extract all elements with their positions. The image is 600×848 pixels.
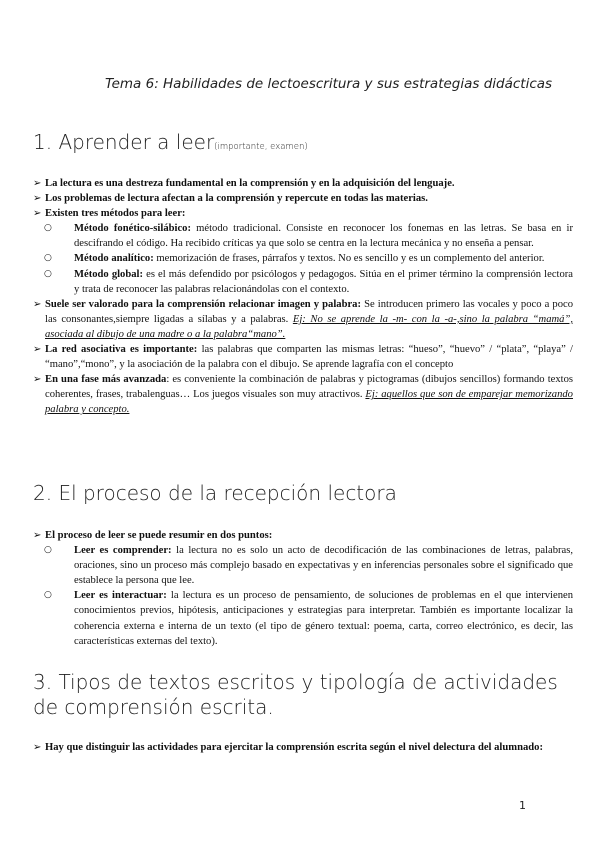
section-1-title: 1. Aprender a leer(importante, examen) [33, 130, 308, 154]
sub-bullet: ○ Leer es interactuar: la lectura es un proceso de pensamiento, de soluciones de problemas en el que intervienen conocimientos previos, hipótesis, anticipaciones y estrategias para interpretar. También es importante localizar la coherencia externa e interna de un texto (el tipo de género textual: poema, carta, correo electrónico, es decir, las características externas del texto). [33, 588, 573, 648]
section-1-body [33, 176, 573, 418]
bullet: ➢ Los problemas de lectura afectan a la comprensión y repercute en todas las materias. [33, 191, 573, 206]
sub-bullet: ○ Método global: es el más defendido por psicólogos y pedagogos. Sitúa en el primer término la comprensión lectora y trata de reconocer las palabras relacionándolas con el contexto. [33, 267, 573, 297]
section-1-note: (importante, examen) [214, 142, 308, 152]
page-header: Tema 6: Habilidades de lectoescritura y sus estrategias didácticas [105, 76, 553, 92]
section-2-body [33, 528, 573, 649]
bullet: ➢ Hay que distinguir las actividades para ejercitar la comprensión escrita según el nivel delectura del alumnado: [33, 740, 573, 755]
section-2-title: 2. El proceso de la recepción lectora [33, 481, 397, 505]
bullet: ➢ La red asociativa es importante: las palabras que comparten las mismas letras: “hueso”, “huevo” / “plata”, “playa” / “mano”,“mono”, y la asociación de la palabra con el dibujo. Se aprende lagrafía con el concepto [33, 342, 573, 372]
example-text: Ej: aquellos que son de emparejar memorizando palabra y concepto. [45, 389, 573, 416]
bullet: ➢ Existen tres métodos para leer: [33, 206, 573, 221]
example-text: Ej: No se aprende la -m- con la -a-,sino la palabra “mamá”, asociada al dibujo de una madre o a la palabra“mano”. [45, 313, 573, 340]
sub-bullet: ○ Método fonético-silábico: método tradicional. Consiste en reconocer los fonemas en las letras. Se basa en ir descifrando el código. Ha recibido críticas ya que solo se centra en la lectura mecánica y no enseña a pensar. [33, 221, 573, 251]
section-3-body [33, 740, 573, 755]
bullet: ➢ El proceso de leer se puede resumir en dos puntos: [33, 528, 573, 543]
sub-bullet: ○ Método analítico: memorización de frases, párrafos y textos. No es sencillo y es un complemento del anterior. [33, 251, 573, 266]
page-number: 1 [519, 799, 526, 812]
bullet: ➢ Suele ser valorado para la comprensión relacionar imagen y palabra: Se introducen primero las vocales y poco a poco las consonantes,siempre ligadas a sílabas y a palabras. Ej: No se aprende la -m- con la -a-,sino la palabra “mamá”, asociada al dibujo de una madre o a la palabra“mano”. [33, 297, 573, 342]
bullet: ➢ En una fase más avanzada: es conveniente la combinación de palabras y pictogramas (dibujos sencillos) formando textos coherentes, frases, trabalenguas… Los juegos visuales son muy atractivos. Ej: aquellos que son de emparejar memorizando palabra y concepto. [33, 372, 573, 417]
sub-bullet: ○ Leer es comprender: la lectura no es solo un acto de decodificación de las combinaciones de letras, palabras, oraciones, sino un proceso más complejo basado en expectativas y en inferencias personales sobre el significado que establece la persona que lee. [33, 543, 573, 588]
bullet: ➢ La lectura es una destreza fundamental en la comprensión y en la adquisición del lenguaje. [33, 176, 573, 191]
section-3-title: 3. Tipos de textos escritos y tipología de actividades de comprensión escrita. [33, 670, 558, 719]
